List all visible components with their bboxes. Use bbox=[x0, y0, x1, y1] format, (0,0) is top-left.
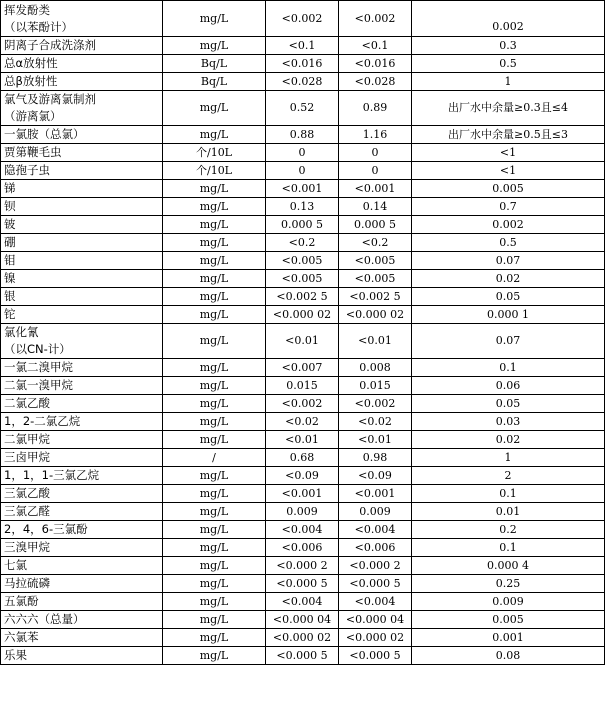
indicator-name: 三溴甲烷 bbox=[4, 540, 50, 554]
result-2-cell: <0.002 bbox=[339, 395, 412, 413]
result-1-cell: <0.000 5 bbox=[266, 647, 339, 665]
result-2-cell: <0.016 bbox=[339, 55, 412, 73]
table-row bbox=[1, 37, 605, 55]
table-row bbox=[1, 1, 605, 37]
table-row bbox=[1, 126, 605, 144]
table-row bbox=[1, 288, 605, 306]
unit-cell: mg/L bbox=[163, 306, 266, 324]
indicator-name-cell bbox=[1, 629, 163, 647]
indicator-name-cell bbox=[1, 647, 163, 665]
indicator-name-cell bbox=[1, 288, 163, 306]
result-1-cell: <0.2 bbox=[266, 234, 339, 252]
result-1-cell: <0.01 bbox=[266, 431, 339, 449]
result-1-cell: <0.02 bbox=[266, 413, 339, 431]
unit-cell: mg/L bbox=[163, 485, 266, 503]
limit-cell: 0.7 bbox=[412, 198, 605, 216]
unit-cell: mg/L bbox=[163, 180, 266, 198]
unit-cell: mg/L bbox=[163, 611, 266, 629]
result-2-cell: 0.009 bbox=[339, 503, 412, 521]
limit-cell: 0.005 bbox=[412, 180, 605, 198]
indicator-name: 二氯甲烷 bbox=[4, 432, 50, 446]
indicator-name: 七氯 bbox=[4, 558, 27, 572]
result-2-cell: 0.98 bbox=[339, 449, 412, 467]
limit-cell: 0.002 bbox=[412, 216, 605, 234]
table-row bbox=[1, 180, 605, 198]
indicator-name: 总α放射性 bbox=[4, 56, 58, 70]
table-row bbox=[1, 431, 605, 449]
indicator-name-cell bbox=[1, 521, 163, 539]
result-1-cell: 0.52 bbox=[266, 91, 339, 126]
result-2-cell: 0.14 bbox=[339, 198, 412, 216]
indicator-name-cell bbox=[1, 234, 163, 252]
unit-cell: mg/L bbox=[163, 324, 266, 359]
indicator-name: 贾第鞭毛虫 bbox=[4, 145, 62, 159]
result-1-cell: <0.006 bbox=[266, 539, 339, 557]
result-2-cell: <0.02 bbox=[339, 413, 412, 431]
indicator-name-cell bbox=[1, 252, 163, 270]
indicator-name: 五氯酚 bbox=[4, 594, 39, 608]
limit-cell: 0.2 bbox=[412, 521, 605, 539]
limit-cell: 0.1 bbox=[412, 485, 605, 503]
limit-cell: 0.01 bbox=[412, 503, 605, 521]
indicator-name-cell bbox=[1, 449, 163, 467]
indicator-name: 马拉硫磷 bbox=[4, 576, 50, 590]
indicator-name: 阴离子合成洗涤剂 bbox=[4, 38, 96, 52]
result-2-cell: <0.004 bbox=[339, 521, 412, 539]
result-1-cell: <0.000 02 bbox=[266, 629, 339, 647]
result-2-cell: <0.005 bbox=[339, 270, 412, 288]
result-2-cell: <0.006 bbox=[339, 539, 412, 557]
indicator-name-cell bbox=[1, 503, 163, 521]
indicator-name-cell bbox=[1, 395, 163, 413]
table-row bbox=[1, 557, 605, 575]
table-row bbox=[1, 449, 605, 467]
result-1-cell: 0.13 bbox=[266, 198, 339, 216]
indicator-name-cell bbox=[1, 198, 163, 216]
limit-cell: <1 bbox=[412, 144, 605, 162]
result-2-cell: <0.005 bbox=[339, 252, 412, 270]
indicator-name-cell bbox=[1, 73, 163, 91]
limit-cell: 0.5 bbox=[412, 234, 605, 252]
result-2-cell: 0.000 5 bbox=[339, 216, 412, 234]
result-1-cell: <0.002 bbox=[266, 395, 339, 413]
indicator-name: 钼 bbox=[4, 253, 16, 267]
indicator-name: 锑 bbox=[4, 181, 16, 195]
result-1-cell: <0.000 2 bbox=[266, 557, 339, 575]
result-1-cell: 0.88 bbox=[266, 126, 339, 144]
unit-cell: mg/L bbox=[163, 575, 266, 593]
indicator-name: 2，4，6-三氯酚 bbox=[4, 522, 88, 536]
result-1-cell: <0.000 5 bbox=[266, 575, 339, 593]
result-2-cell: <0.09 bbox=[339, 467, 412, 485]
indicator-name-cell bbox=[1, 180, 163, 198]
result-1-cell: 0 bbox=[266, 144, 339, 162]
limit-cell: 0.3 bbox=[412, 37, 605, 55]
unit-cell: mg/L bbox=[163, 629, 266, 647]
result-1-cell: <0.007 bbox=[266, 359, 339, 377]
indicator-name-cell bbox=[1, 611, 163, 629]
indicator-name: 1，2-二氯乙烷 bbox=[4, 414, 81, 428]
result-2-cell: 0.015 bbox=[339, 377, 412, 395]
result-1-cell: <0.028 bbox=[266, 73, 339, 91]
result-1-cell: <0.09 bbox=[266, 467, 339, 485]
unit-cell: Bq/L bbox=[163, 55, 266, 73]
table-row bbox=[1, 629, 605, 647]
indicator-name: 隐孢子虫 bbox=[4, 163, 50, 177]
result-2-cell: <0.028 bbox=[339, 73, 412, 91]
result-2-cell: <0.01 bbox=[339, 431, 412, 449]
result-2-cell: <0.01 bbox=[339, 324, 412, 359]
indicator-name-cell bbox=[1, 126, 163, 144]
result-1-cell: 0.000 5 bbox=[266, 216, 339, 234]
indicator-name-cell bbox=[1, 575, 163, 593]
unit-cell: mg/L bbox=[163, 503, 266, 521]
table-row bbox=[1, 91, 605, 126]
indicator-name: 1，1，1-三氯乙烷 bbox=[4, 468, 100, 482]
limit-cell: 0.000 4 bbox=[412, 557, 605, 575]
table-row bbox=[1, 270, 605, 288]
indicator-name: 氯化氰 bbox=[4, 325, 39, 339]
table-row bbox=[1, 55, 605, 73]
unit-cell: mg/L bbox=[163, 395, 266, 413]
indicator-name-cell bbox=[1, 431, 163, 449]
indicator-name: 一氯胺（总氯） bbox=[4, 127, 85, 141]
indicator-name-note: （游离氯） bbox=[4, 109, 62, 123]
table-row bbox=[1, 234, 605, 252]
result-2-cell: <0.000 2 bbox=[339, 557, 412, 575]
indicator-name: 一氯二溴甲烷 bbox=[4, 360, 73, 374]
limit-cell: 0.07 bbox=[412, 324, 605, 359]
result-2-cell: <0.002 bbox=[339, 1, 412, 37]
table-row bbox=[1, 413, 605, 431]
result-2-cell: 1.16 bbox=[339, 126, 412, 144]
indicator-name-cell bbox=[1, 467, 163, 485]
table-row bbox=[1, 359, 605, 377]
indicator-name: 铊 bbox=[4, 307, 16, 321]
result-1-cell: 0.68 bbox=[266, 449, 339, 467]
indicator-name: 乐果 bbox=[4, 648, 27, 662]
indicator-name: 二氯乙酸 bbox=[4, 396, 50, 410]
result-2-cell: 0.89 bbox=[339, 91, 412, 126]
limit-cell: 0.002 bbox=[412, 1, 605, 37]
indicator-name-cell bbox=[1, 55, 163, 73]
unit-cell: mg/L bbox=[163, 288, 266, 306]
result-2-cell: <0.001 bbox=[339, 180, 412, 198]
indicator-name: 镍 bbox=[4, 271, 16, 285]
result-1-cell: 0.009 bbox=[266, 503, 339, 521]
limit-cell: 0.1 bbox=[412, 359, 605, 377]
indicator-name-cell bbox=[1, 377, 163, 395]
result-2-cell: <0.001 bbox=[339, 485, 412, 503]
unit-cell: mg/L bbox=[163, 521, 266, 539]
unit-cell: mg/L bbox=[163, 593, 266, 611]
indicator-name-cell bbox=[1, 593, 163, 611]
limit-cell: 1 bbox=[412, 73, 605, 91]
result-2-cell: <0.002 5 bbox=[339, 288, 412, 306]
limit-cell: 1 bbox=[412, 449, 605, 467]
result-2-cell: <0.000 04 bbox=[339, 611, 412, 629]
indicator-name: 氯气及游离氯制剂 bbox=[4, 92, 96, 106]
limit-cell: 出厂水中余量≥0.5且≤3 bbox=[412, 126, 605, 144]
result-1-cell: <0.005 bbox=[266, 252, 339, 270]
limit-cell: 0.001 bbox=[412, 629, 605, 647]
table-row bbox=[1, 647, 605, 665]
table-row bbox=[1, 539, 605, 557]
limit-cell: <1 bbox=[412, 162, 605, 180]
result-1-cell: <0.000 04 bbox=[266, 611, 339, 629]
table-row bbox=[1, 575, 605, 593]
limit-cell: 0.009 bbox=[412, 593, 605, 611]
indicator-name-cell bbox=[1, 144, 163, 162]
table-row bbox=[1, 252, 605, 270]
table-row bbox=[1, 485, 605, 503]
limit-cell: 0.05 bbox=[412, 288, 605, 306]
limit-cell: 0.1 bbox=[412, 539, 605, 557]
limit-cell: 0.03 bbox=[412, 413, 605, 431]
result-2-cell: 0.008 bbox=[339, 359, 412, 377]
indicator-name: 铍 bbox=[4, 217, 16, 231]
unit-cell: mg/L bbox=[163, 91, 266, 126]
indicator-name: 三氯乙醛 bbox=[4, 504, 50, 518]
unit-cell: mg/L bbox=[163, 539, 266, 557]
indicator-name: 六六六（总量） bbox=[4, 612, 85, 626]
unit-cell: mg/L bbox=[163, 216, 266, 234]
unit-cell: 个/10L bbox=[163, 162, 266, 180]
indicator-name-cell bbox=[1, 359, 163, 377]
unit-cell: mg/L bbox=[163, 557, 266, 575]
limit-cell: 0.25 bbox=[412, 575, 605, 593]
limit-cell: 出厂水中余量≥0.3且≤4 bbox=[412, 91, 605, 126]
limit-cell: 0.05 bbox=[412, 395, 605, 413]
result-2-cell: <0.004 bbox=[339, 593, 412, 611]
result-2-cell: <0.000 02 bbox=[339, 306, 412, 324]
table-row bbox=[1, 198, 605, 216]
unit-cell: mg/L bbox=[163, 126, 266, 144]
indicator-name: 硼 bbox=[4, 235, 16, 249]
unit-cell: mg/L bbox=[163, 377, 266, 395]
result-1-cell: <0.01 bbox=[266, 324, 339, 359]
table-row bbox=[1, 395, 605, 413]
indicator-name-cell bbox=[1, 557, 163, 575]
result-1-cell: <0.001 bbox=[266, 180, 339, 198]
table-row bbox=[1, 216, 605, 234]
table-row bbox=[1, 521, 605, 539]
table-row bbox=[1, 503, 605, 521]
indicator-name-cell bbox=[1, 270, 163, 288]
unit-cell: mg/L bbox=[163, 234, 266, 252]
result-1-cell: 0.015 bbox=[266, 377, 339, 395]
limit-cell: 0.02 bbox=[412, 270, 605, 288]
result-1-cell: <0.1 bbox=[266, 37, 339, 55]
limit-cell: 0.08 bbox=[412, 647, 605, 665]
result-1-cell: <0.004 bbox=[266, 521, 339, 539]
result-2-cell: <0.2 bbox=[339, 234, 412, 252]
result-2-cell: <0.1 bbox=[339, 37, 412, 55]
indicator-name-cell bbox=[1, 485, 163, 503]
table-row bbox=[1, 611, 605, 629]
table-row bbox=[1, 324, 605, 359]
table-row bbox=[1, 467, 605, 485]
limit-cell: 0.000 1 bbox=[412, 306, 605, 324]
indicator-name: 三卤甲烷 bbox=[4, 450, 50, 464]
unit-cell: mg/L bbox=[163, 270, 266, 288]
indicator-name: 挥发酚类 bbox=[4, 2, 50, 17]
indicator-name-note: （以CN-计） bbox=[4, 342, 71, 356]
unit-cell: mg/L bbox=[163, 413, 266, 431]
limit-cell: 0.07 bbox=[412, 252, 605, 270]
indicator-name-cell bbox=[1, 306, 163, 324]
unit-cell: mg/L bbox=[163, 198, 266, 216]
result-2-cell: <0.000 5 bbox=[339, 647, 412, 665]
indicator-name-cell bbox=[1, 1, 163, 37]
indicator-name: 钡 bbox=[4, 199, 16, 213]
limit-cell: 2 bbox=[412, 467, 605, 485]
table-row bbox=[1, 306, 605, 324]
result-2-cell: 0 bbox=[339, 162, 412, 180]
unit-cell: mg/L bbox=[163, 467, 266, 485]
indicator-name: 二氯一溴甲烷 bbox=[4, 378, 73, 392]
table-row bbox=[1, 73, 605, 91]
indicator-name-cell bbox=[1, 91, 163, 126]
unit-cell: mg/L bbox=[163, 1, 266, 37]
result-1-cell: 0 bbox=[266, 162, 339, 180]
unit-cell: Bq/L bbox=[163, 73, 266, 91]
indicator-name-cell bbox=[1, 413, 163, 431]
indicator-name: 总β放射性 bbox=[4, 74, 58, 88]
result-1-cell: <0.016 bbox=[266, 55, 339, 73]
result-1-cell: <0.002 bbox=[266, 1, 339, 37]
limit-cell: 0.5 bbox=[412, 55, 605, 73]
unit-cell: mg/L bbox=[163, 37, 266, 55]
table-body bbox=[1, 1, 605, 665]
result-2-cell: <0.000 5 bbox=[339, 575, 412, 593]
unit-cell: mg/L bbox=[163, 252, 266, 270]
result-1-cell: <0.000 02 bbox=[266, 306, 339, 324]
limit-cell: 0.06 bbox=[412, 377, 605, 395]
result-2-cell: <0.000 02 bbox=[339, 629, 412, 647]
indicator-name: 三氯乙酸 bbox=[4, 486, 50, 500]
table-row bbox=[1, 162, 605, 180]
result-1-cell: <0.005 bbox=[266, 270, 339, 288]
unit-cell: 个/10L bbox=[163, 144, 266, 162]
indicator-name-cell bbox=[1, 324, 163, 359]
indicator-name-cell bbox=[1, 37, 163, 55]
result-1-cell: <0.002 5 bbox=[266, 288, 339, 306]
unit-cell: mg/L bbox=[163, 647, 266, 665]
indicator-name-cell bbox=[1, 539, 163, 557]
limit-cell: 0.02 bbox=[412, 431, 605, 449]
unit-cell: mg/L bbox=[163, 431, 266, 449]
result-1-cell: <0.001 bbox=[266, 485, 339, 503]
indicator-name-note: （以苯酚计） bbox=[4, 19, 73, 34]
indicator-name-cell bbox=[1, 216, 163, 234]
limit-cell: 0.005 bbox=[412, 611, 605, 629]
indicator-name: 六氯苯 bbox=[4, 630, 39, 644]
unit-cell: mg/L bbox=[163, 359, 266, 377]
unit-cell: / bbox=[163, 449, 266, 467]
table-row bbox=[1, 593, 605, 611]
table-row bbox=[1, 144, 605, 162]
result-1-cell: <0.004 bbox=[266, 593, 339, 611]
table-row bbox=[1, 377, 605, 395]
indicator-name: 银 bbox=[4, 289, 16, 303]
result-2-cell: 0 bbox=[339, 144, 412, 162]
indicator-name-cell bbox=[1, 162, 163, 180]
